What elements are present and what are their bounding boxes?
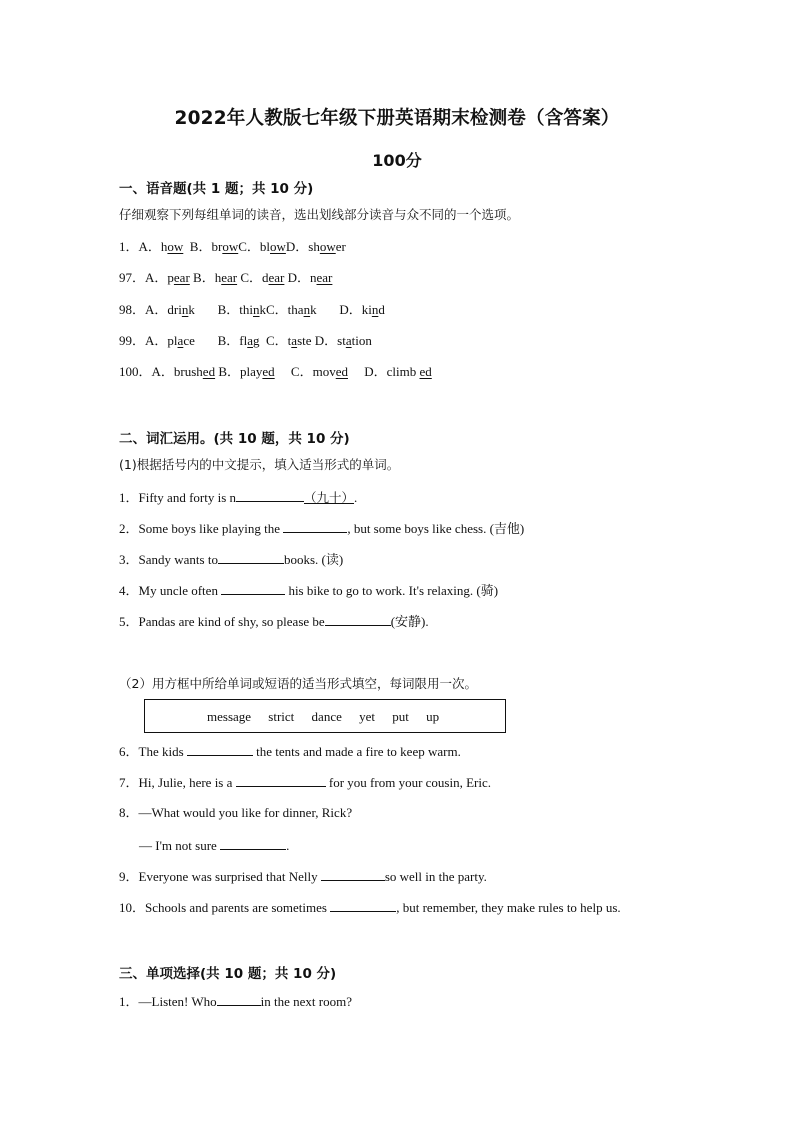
underlined-letters: ear [316, 270, 333, 285]
phonetic-question [119, 302, 385, 318]
option-text: tion [351, 333, 372, 348]
vocab-question-7: 7．Hi, Julie, here is a for you from your cousin, Eric. [119, 775, 491, 790]
section1-instruction: 仔细观察下列每组单词的读音，选出划线部分读音与众不同的一个选项。 [119, 207, 520, 222]
answer-blank[interactable] [217, 993, 261, 1006]
underlined-letters: n [303, 302, 311, 317]
question-number: 99． [119, 333, 146, 348]
question-number: 97． [119, 270, 146, 285]
option-text: C．mov [274, 364, 336, 379]
underlined-letters: a [345, 333, 352, 348]
underlined-letters: n [371, 302, 379, 317]
word-box-item: up [426, 709, 440, 724]
option-text: D．climb [348, 364, 420, 379]
answer-blank[interactable] [218, 551, 284, 564]
word-box-item: put [392, 709, 409, 724]
section1-heading: 一、语音题(共 1 题；共 10 分) [119, 181, 314, 197]
underlined-letters: n [253, 302, 260, 317]
phonetic-question [119, 333, 372, 349]
underlined-letters: ear [173, 270, 190, 285]
option-text: D．n [284, 270, 317, 285]
section3-heading: 三、单项选择(共 10 题；共 10 分) [119, 966, 337, 982]
underlined-letters: ed [419, 364, 432, 379]
vocab-question-5: 5．Pandas are kind of shy, so please be (安静). [119, 614, 429, 629]
word-box-item: dance [311, 709, 342, 724]
option-text: A．brush [151, 364, 203, 379]
vocab-question-8-answer: — I'm not sure . [139, 838, 290, 853]
word-box-item: message [207, 709, 252, 724]
word-box-item: yet [359, 709, 375, 724]
option-text: A．h [138, 239, 168, 254]
page-subtitle: 100分 [372, 151, 422, 170]
underlined-letters: ed [202, 364, 216, 379]
question-number: 1． [119, 239, 139, 254]
answer-blank[interactable] [221, 582, 285, 595]
option-text: C．d [237, 270, 269, 285]
option-text: ce B．fl [183, 333, 248, 348]
option-text: B．play [215, 364, 263, 379]
underlined-letters: a [177, 333, 184, 348]
underlined-letters: ed [335, 364, 348, 379]
answer-blank[interactable] [321, 868, 385, 881]
vocab-question-10: 10．Schools and parents are sometimes , but remember, they make rules to help us. [119, 900, 621, 915]
vocab-question-4: 4．My uncle often his bike to go to work. It's relaxing. (骑) [119, 583, 499, 598]
underlined-letters: ear [221, 270, 238, 285]
option-text: ste D．st [297, 333, 346, 348]
vocab-question-3: 3．Sandy wants to books. (读) [119, 552, 344, 567]
underlined-letters: ow [167, 239, 184, 254]
answer-blank[interactable] [236, 489, 304, 502]
underlined-letters: ow [319, 239, 336, 254]
underlined-letters: n [181, 302, 189, 317]
section2-part1-instruction: (1)根据括号内的中文提示，填入适当形式的单词。 [119, 457, 400, 472]
underlined-letters: a [247, 333, 253, 348]
underlined-letters: ow [222, 239, 239, 254]
phonetic-question [119, 364, 432, 380]
answer-blank[interactable] [330, 899, 396, 912]
option-text: A．dri [145, 302, 182, 317]
word-box [144, 699, 506, 733]
question-number: 98． [119, 302, 146, 317]
option-text: k D．ki [310, 302, 372, 317]
underlined-letters: ed [262, 364, 275, 379]
option-text: d [378, 302, 385, 317]
answer-blank[interactable] [236, 774, 326, 787]
answer-blank[interactable] [220, 837, 286, 850]
vocab-question-8: 8．—What would you like for dinner, Rick? [119, 805, 353, 820]
word-box-item: strict [268, 709, 295, 724]
vocab-question-1: 1．Fifty and forty is n （九十）. [119, 490, 358, 505]
question-number: 100． [119, 364, 152, 379]
option-text: er [335, 239, 346, 254]
vocab-question-9: 9．Everyone was surprised that Nelly so well in the party. [119, 869, 487, 884]
option-text: B．h [189, 270, 222, 285]
underlined-letters: a [291, 333, 298, 348]
section2-heading: 二、词汇运用。(共 10 题，共 10 分) [119, 431, 350, 447]
page-title: 2022年人教版七年级下册英语期末检测卷（含答案） [174, 108, 620, 129]
underlined-letters: ear [268, 270, 285, 285]
phonetic-question [119, 270, 332, 286]
vocab-question-6: 6．The kids the tents and made a fire to keep warm. [119, 744, 461, 759]
option-text: A．p [145, 270, 174, 285]
answer-blank[interactable] [187, 743, 253, 756]
vocab-question-2: 2．Some boys like playing the , but some boys like chess. (吉他) [119, 521, 525, 536]
phonetic-question [119, 239, 346, 255]
option-text: kC．tha [259, 302, 304, 317]
section2-part2-instruction: （2）用方框中所给单词或短语的适当形式填空，每词限用一次。 [119, 676, 477, 691]
option-text: B．br [183, 239, 223, 254]
choice-question-1: 1．—Listen! Who in the next room? [119, 994, 352, 1009]
option-text: C．bl [238, 239, 270, 254]
option-text: k B．thi [188, 302, 254, 317]
option-text: D．sh [285, 239, 320, 254]
answer-blank[interactable] [325, 613, 391, 626]
underlined-letters: ow [270, 239, 286, 254]
option-text: A．pl [145, 333, 178, 348]
answer-blank[interactable] [283, 520, 347, 533]
option-text: g C．t [253, 333, 292, 348]
